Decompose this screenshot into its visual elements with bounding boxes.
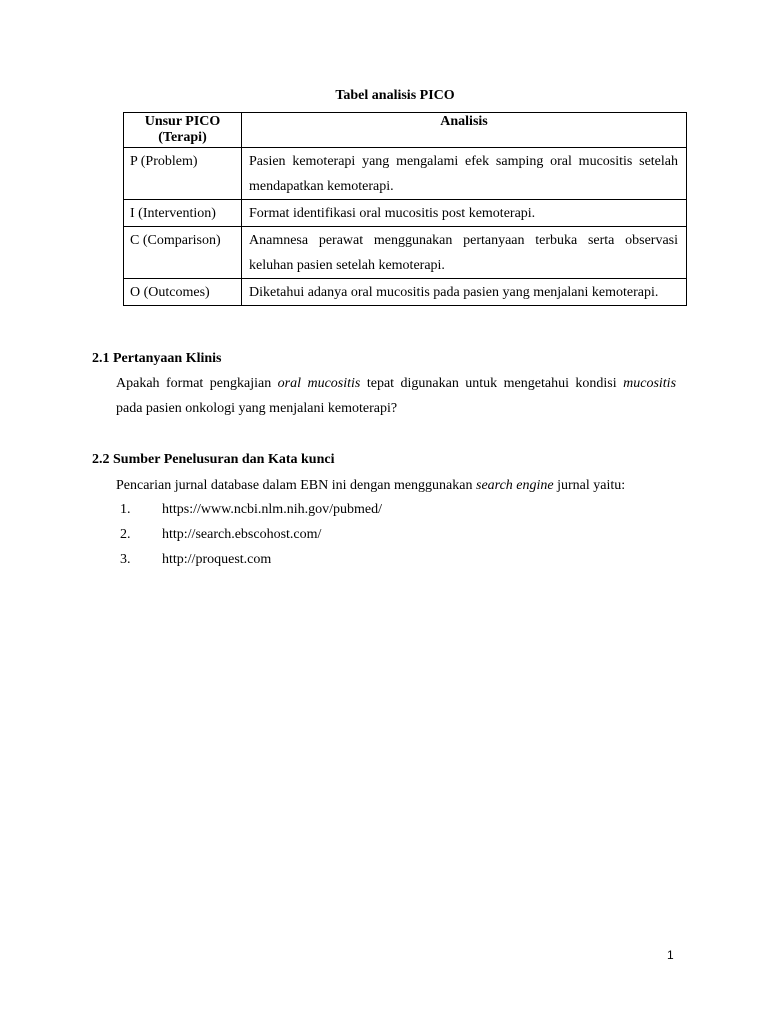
section-2-2-heading: 2.2 Sumber Penelusuran dan Kata kunci xyxy=(92,452,335,467)
row-i-label: I (Intervention) xyxy=(124,200,242,227)
paragraph-italic-term: search engine xyxy=(476,478,554,493)
table-row xyxy=(124,227,687,279)
page-number: 1 xyxy=(667,948,674,962)
row-p-analysis: Pasien kemoterapi yang mengalami efek samping oral mucositis setelah mendapatkan kemoterapi. xyxy=(242,148,687,200)
section-2-1-paragraph xyxy=(116,371,676,421)
header-analisis: Analisis xyxy=(242,113,687,148)
paragraph-text: tepat digunakan untuk mengetahui kondisi xyxy=(360,376,624,391)
list-item xyxy=(120,502,382,518)
table-title: Tabel analisis PICO xyxy=(335,88,455,103)
pico-table xyxy=(123,112,687,306)
header-unsur-pico: Unsur PICO (Terapi) xyxy=(124,113,242,148)
section-2-2-paragraph xyxy=(116,473,676,498)
table-row xyxy=(124,148,687,200)
paragraph-text: Apakah format pengkajian xyxy=(116,376,278,391)
table-row xyxy=(124,279,687,306)
section-2-1-heading: 2.1 Pertanyaan Klinis xyxy=(92,351,222,366)
paragraph-italic-term: oral mucositis xyxy=(277,376,361,391)
row-o-label: O (Outcomes) xyxy=(124,279,242,306)
list-number: 1. xyxy=(120,502,131,517)
table-header-row xyxy=(124,113,687,148)
row-i-analysis: Format identifikasi oral mucositis post kemoterapi. xyxy=(242,200,687,227)
list-url: http://search.ebscohost.com/ xyxy=(162,527,322,542)
paragraph-italic-term: mucositis xyxy=(623,376,677,391)
list-number: 2. xyxy=(120,527,131,542)
list-number: 3. xyxy=(120,552,131,567)
row-c-label: C (Comparison) xyxy=(124,227,242,279)
list-url: https://www.ncbi.nlm.nih.gov/pubmed/ xyxy=(162,502,382,517)
list-item xyxy=(120,552,271,568)
paragraph-text: jurnal yaitu: xyxy=(553,478,626,493)
list-url: http://proquest.com xyxy=(162,552,272,567)
row-p-label: P (Problem) xyxy=(124,148,242,200)
paragraph-text: pada pasien onkologi yang menjalani kemoterapi? xyxy=(116,401,398,416)
row-c-analysis: Anamnesa perawat menggunakan pertanyaan terbuka serta observasi keluhan pasien setelah kemoterapi. xyxy=(242,227,687,279)
list-item xyxy=(120,527,321,543)
table-row xyxy=(124,200,687,227)
paragraph-text: Pencarian jurnal database dalam EBN ini dengan menggunakan xyxy=(116,478,476,493)
row-o-analysis: Diketahui adanya oral mucositis pada pasien yang menjalani kemoterapi. xyxy=(242,279,687,306)
